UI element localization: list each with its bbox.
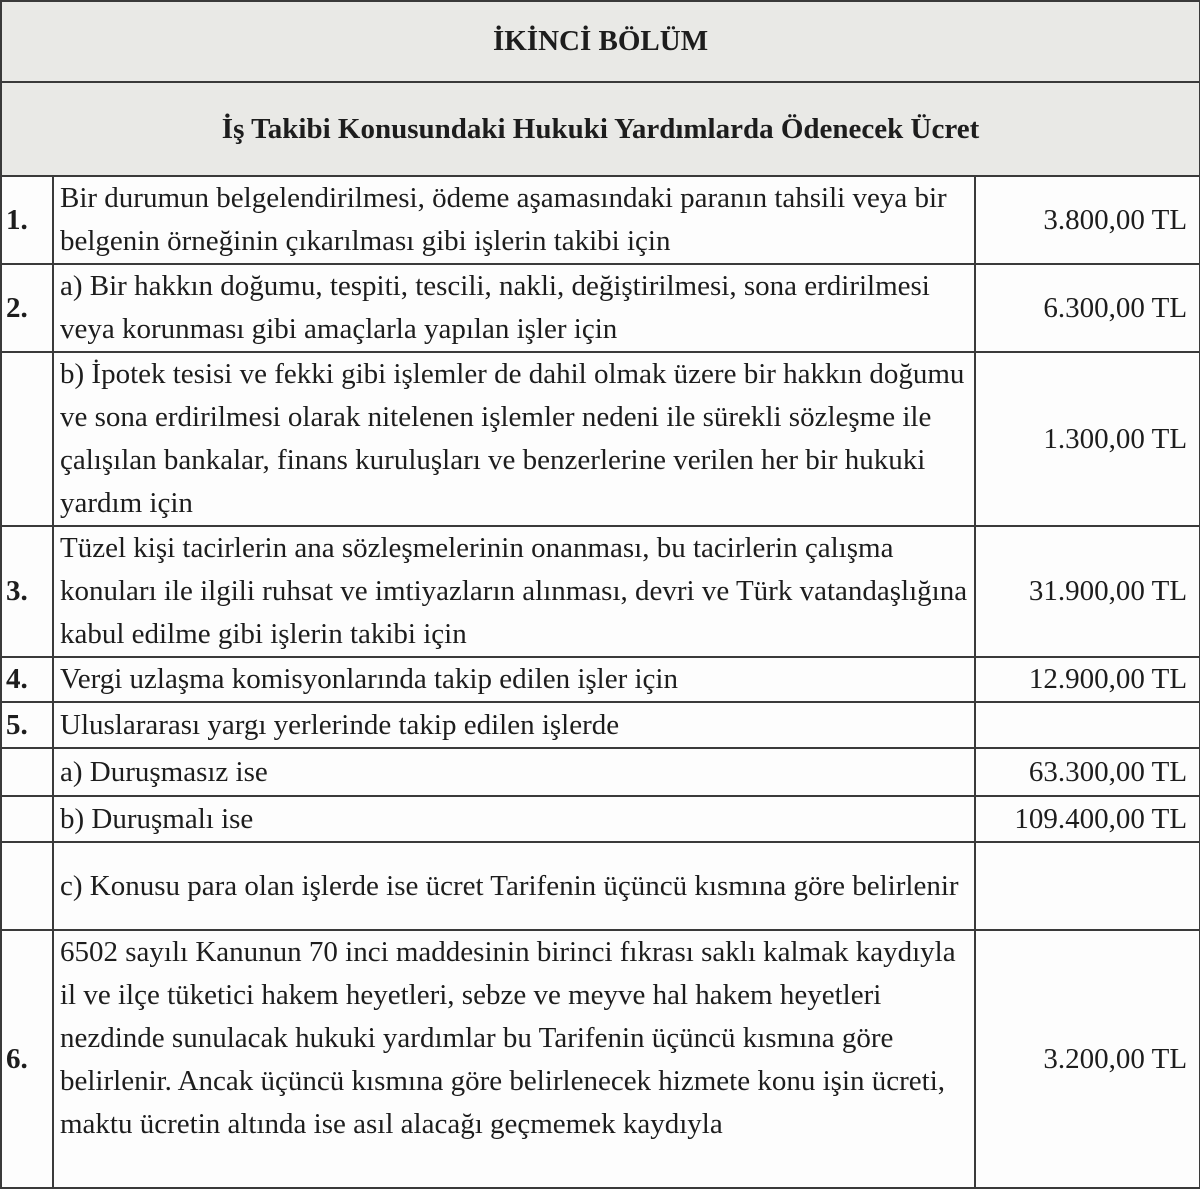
- item-number: [1, 796, 53, 842]
- item-fee: [975, 842, 1200, 930]
- section-heading: İKİNCİ BÖLÜM: [1, 1, 1200, 82]
- item-fee: 31.900,00 TL: [975, 526, 1200, 657]
- item-description: Tüzel kişi tacirlerin ana sözleşmelerinin onanması, bu tacirlerin çalışma konuları ile ilgili ruhsat ve imtiyazların alınması, devri ve Türk vatandaşlığına kabul edilme gibi işlerin takibi için: [53, 526, 975, 657]
- item-number: 3.: [1, 526, 53, 657]
- item-number: [1, 842, 53, 930]
- table-row: [1, 352, 1200, 526]
- title-header-row: [1, 82, 1200, 176]
- item-description: a) Bir hakkın doğumu, tespiti, tescili, nakli, değiştirilmesi, sona erdirilmesi veya korunması gibi amaçlarla yapılan işler için: [53, 264, 975, 352]
- table-row: [1, 702, 1200, 748]
- item-number: 6.: [1, 930, 53, 1188]
- item-number: [1, 748, 53, 796]
- item-fee: 12.900,00 TL: [975, 657, 1200, 702]
- item-number: 2.: [1, 264, 53, 352]
- item-fee: 63.300,00 TL: [975, 748, 1200, 796]
- item-description: Bir durumun belgelendirilmesi, ödeme aşamasındaki paranın tahsili veya bir belgenin örneğinin çıkarılması gibi işlerin takibi için: [53, 176, 975, 264]
- table-row: [1, 176, 1200, 264]
- table-row: [1, 657, 1200, 702]
- table-row: [1, 930, 1200, 1188]
- table-row: [1, 526, 1200, 657]
- item-fee: 3.800,00 TL: [975, 176, 1200, 264]
- table-row: [1, 842, 1200, 930]
- item-fee: [975, 702, 1200, 748]
- item-description: Vergi uzlaşma komisyonlarında takip edilen işler için: [53, 657, 975, 702]
- item-number: 4.: [1, 657, 53, 702]
- section-header-row: [1, 1, 1200, 82]
- item-number: 5.: [1, 702, 53, 748]
- item-number: [1, 352, 53, 526]
- item-fee: 3.200,00 TL: [975, 930, 1200, 1188]
- item-description: b) Duruşmalı ise: [53, 796, 975, 842]
- table-row: [1, 264, 1200, 352]
- table-title: İş Takibi Konusundaki Hukuki Yardımlarda Ödenecek Ücret: [1, 82, 1200, 176]
- item-fee: 6.300,00 TL: [975, 264, 1200, 352]
- item-description: a) Duruşmasız ise: [53, 748, 975, 796]
- item-fee: 1.300,00 TL: [975, 352, 1200, 526]
- item-fee: 109.400,00 TL: [975, 796, 1200, 842]
- table-row: [1, 748, 1200, 796]
- item-description: c) Konusu para olan işlerde ise ücret Tarifenin üçüncü kısmına göre belirlenir: [53, 842, 975, 930]
- item-number: 1.: [1, 176, 53, 264]
- item-description: b) İpotek tesisi ve fekki gibi işlemler de dahil olmak üzere bir hakkın doğumu ve sona erdirilmesi olarak nitelenen işlemler nedeni ile sürekli sözleşme ile çalışılan bankalar, finans kuruluşları ve benzerlerine verilen her bir hukuki yardım için: [53, 352, 975, 526]
- item-description: Uluslararası yargı yerlerinde takip edilen işlerde: [53, 702, 975, 748]
- item-description: 6502 sayılı Kanunun 70 inci maddesinin birinci fıkrası saklı kalmak kaydıyla il ve ilçe tüketici hakem heyetleri, sebze ve meyve hal hakem heyetleri nezdinde sunulacak hukuki yardımlar bu Tarifenin üçüncü kısmına göre belirlenir. Ancak üçüncü kısmına göre belirlenecek hizmete konu işin ücreti, maktu ücretin altında ise asıl alacağı geçmemek kaydıyla: [53, 930, 975, 1188]
- table-row: [1, 796, 1200, 842]
